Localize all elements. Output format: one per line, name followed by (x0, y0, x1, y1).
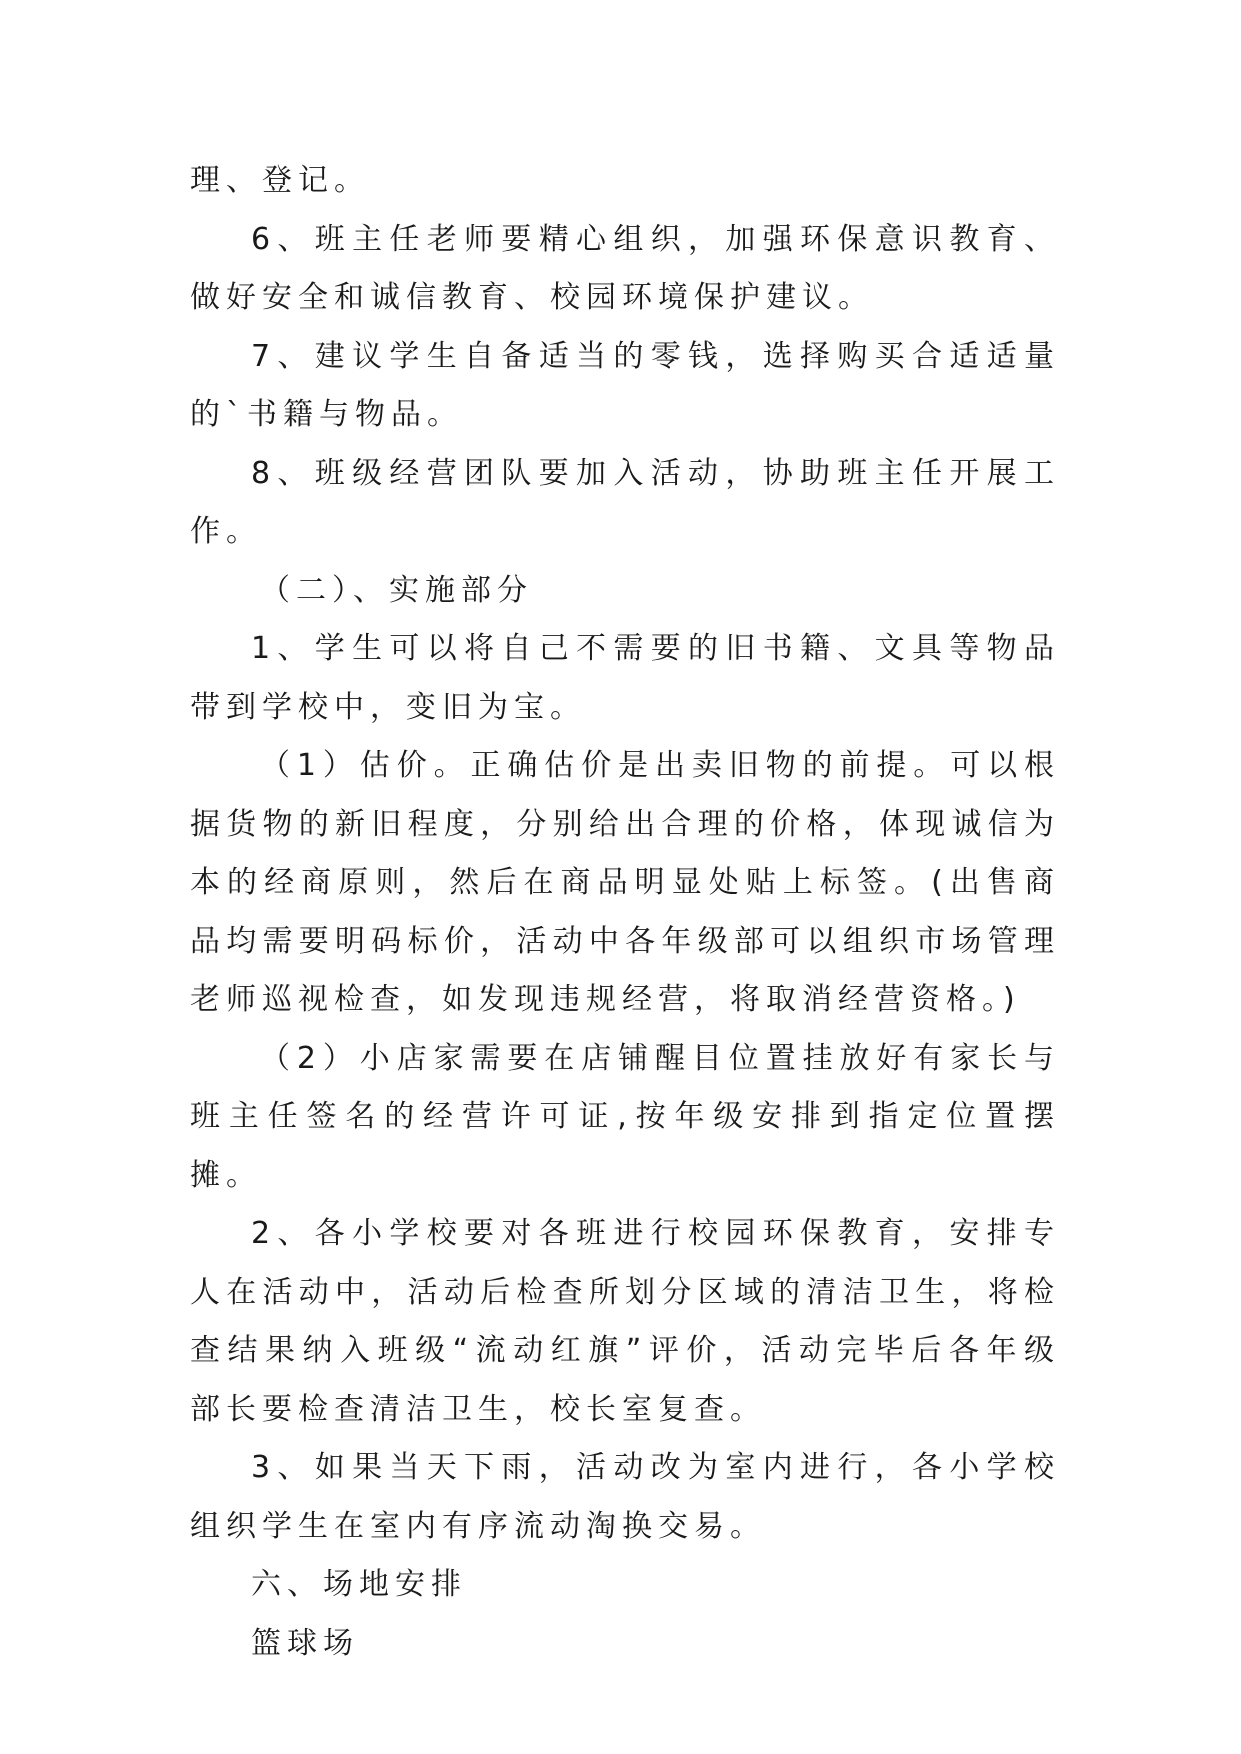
paragraph-impl-3: 3、如果当天下雨，活动改为室内进行，各小学校组织学生在室内有序流动淘换交易。 (190, 1450, 1060, 1544)
paragraph-item-8: 8、班级经营团队要加入活动，协助班主任开展工作。 (190, 455, 1060, 549)
paragraph-item-6: 6、班主任老师要精心组织，加强环保意识教育、做好安全和诚信教育、校园环境保护建议。 (190, 221, 1060, 315)
document-body (190, 152, 1060, 1673)
paragraph-item-7: 7、建议学生自备适当的零钱，选择购买合适适量的`书籍与物品。 (190, 338, 1060, 432)
section-heading-implementation: （二）、实施部分 (260, 572, 533, 608)
paragraph-impl-1-2: （2）小店家需要在店铺醒目位置挂放好有家长与班主任签名的经营许可证,按年级安排到指定位置摆摊。 (190, 1040, 1060, 1193)
section-heading-venue: 六、场地安排 (251, 1567, 467, 1602)
paragraph-impl-1: 1、学生可以将自己不需要的旧书籍、文具等物品带到学校中，变旧为宝。 (190, 631, 1060, 725)
paragraph-impl-2: 2、各小学校要对各班进行校园环保教育，安排专人在活动中，活动后检查所划分区域的清洁卫生，将检查结果纳入班级“流动红旗”评价，活动完毕后各年级部长要检查清洁卫生，校长室复查。 (190, 1216, 1060, 1427)
paragraph-continuation: 理、登记。 (190, 163, 370, 198)
paragraph-impl-1-1: （1）估价。正确估价是出卖旧物的前提。可以根据货物的新旧程度，分别给出合理的价格，体现诚信为本的经商原则，然后在商品明显处贴上标签。(出售商品均需要明码标价，活动中各年级部可以组织市场管理老师巡视检查，如发现违规经营，将取消经营资格。) (190, 748, 1060, 1017)
paragraph-venue: 篮球场 (251, 1625, 359, 1661)
